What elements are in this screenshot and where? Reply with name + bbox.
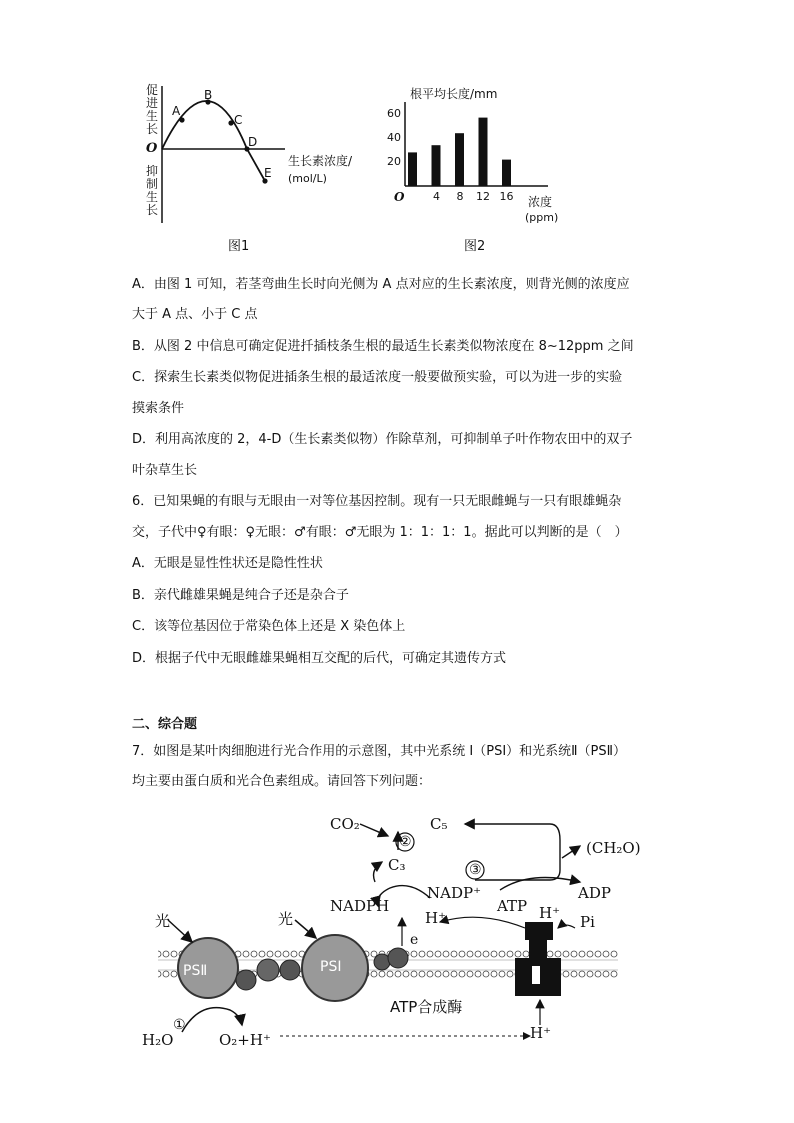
- fig2-bar-4: [432, 145, 441, 186]
- fig3-c5: C₅: [430, 815, 448, 833]
- section-title: 二、综合题: [132, 717, 198, 732]
- fig3-atp-synthase-label: ATP合成酶: [390, 998, 463, 1016]
- light-arrow-2: [295, 920, 316, 938]
- fig2-x-tick-8: 8: [456, 190, 464, 203]
- q5-option-b: B．从图 2 中信息可确定促进扦插枝条生根的最适生长素类似物浓度在 8~12ppm 之间: [132, 339, 634, 354]
- light-arrow-1: [168, 920, 192, 942]
- fig1-y-up-label: 促进生长: [145, 83, 158, 136]
- fig1-point-b-label: B: [204, 88, 213, 102]
- fig1-y-down-label: 抑制生长: [145, 164, 158, 217]
- fig2-y-axis-title: 根平均长度/mm: [410, 87, 498, 101]
- q7-stem-line2: 均主要由蛋白质和光合色素组成。请回答下列问题：: [132, 774, 432, 789]
- q6-option-c: C．该等位基因位于常染色体上还是 X 染色体上: [132, 619, 406, 634]
- water-split-arrow: [182, 1008, 242, 1032]
- fig2-y-tick-20: 20: [387, 155, 401, 168]
- fig3-circle-1: ①: [173, 1017, 186, 1033]
- q6-stem-line2: 交，子代中♀有眼：♀无眼：♂有眼：♂无眼为 1：1：1：1。据此可以判断的是（ ）: [132, 525, 628, 540]
- fig1-caption: 图1: [228, 239, 250, 254]
- fig2-x-tick-4: 4: [433, 190, 440, 203]
- fig3-light-1: 光: [155, 912, 171, 930]
- fig2-x-axis-title-1: 浓度: [528, 195, 553, 209]
- fig3-atp: ATP: [497, 897, 528, 915]
- fig2-y-tick-40: 40: [387, 131, 401, 144]
- fig3-circle-2: ②: [399, 834, 412, 850]
- fig3-adp: ADP: [578, 884, 611, 902]
- carrier-1: [236, 970, 256, 990]
- carrier-5: [388, 948, 408, 968]
- fig3-electron: e: [410, 932, 419, 948]
- fig1-point-e-label: E: [264, 166, 272, 180]
- fig2-bar-0: [408, 152, 417, 186]
- fig2-y-tick-60: 60: [387, 107, 401, 120]
- q5-option-c-line2: 摸索条件: [132, 401, 185, 416]
- fig2-x-tick-16: 16: [499, 190, 514, 203]
- fig1-point-a-label: A: [172, 104, 181, 118]
- q5-option-d-line2: 叶杂草生长: [132, 463, 198, 478]
- fig3-h2o: H₂O: [142, 1031, 174, 1049]
- fig3-graphics: [130, 810, 650, 1060]
- point-c: [228, 120, 233, 125]
- fig1-point-d-label: D: [248, 135, 258, 149]
- fig3-c3: C₃: [388, 856, 406, 874]
- fig2-caption: 图2: [464, 239, 486, 254]
- q6-option-d: D．根据子代中无眼雌雄果蝇相互交配的后代，可确定其遗传方式: [132, 651, 507, 666]
- fig3-h-plus-mid: H⁺: [425, 909, 446, 927]
- q6-option-b: B．亲代雌雄果蝇是纯合子还是杂合子: [132, 588, 349, 603]
- fig3-psii-label: PSⅡ: [183, 963, 208, 979]
- fig2-x-axis-title-2: (ppm): [525, 211, 559, 224]
- fig3-pi: Pi: [580, 913, 595, 931]
- fig1-origin-label: O: [146, 141, 158, 156]
- fig3-h-plus-top: H⁺: [539, 904, 560, 922]
- fig3-circle-3: ③: [469, 862, 482, 878]
- q6-option-a: A．无眼是显性性状还是隐性性状: [132, 556, 323, 571]
- atp-synthase-shape: [515, 922, 561, 996]
- fig1-point-c-label: C: [234, 113, 243, 127]
- fig3-h-plus-bottom: H⁺: [530, 1024, 551, 1042]
- ch2o-arrow: [562, 846, 580, 858]
- carrier-3: [280, 960, 300, 980]
- fig1-x-label-1: 生长素浓度/: [288, 154, 353, 168]
- fig1-x-label-2: (mol/L): [288, 172, 327, 185]
- q5-option-a-line2: 大于 A 点、小于 C 点: [132, 307, 258, 322]
- fig3-o2-h: O₂+H⁺: [219, 1031, 271, 1049]
- fig2-origin: O: [394, 190, 405, 204]
- fig2-bar-8: [455, 133, 464, 186]
- fig2-chart: [390, 100, 565, 200]
- calvin-cycle-path: [475, 824, 560, 880]
- fig3-ch2o: (CH₂O): [586, 839, 641, 857]
- co2-arrow: [360, 824, 388, 836]
- fig3-co2: CO₂: [330, 815, 360, 833]
- fig2-bar-16: [502, 160, 511, 186]
- q6-stem-line1: 6．已知果蝇的有眼与无眼由一对等位基因控制。现有一只无眼雌蝇与一只有眼雄蝇杂: [132, 494, 622, 509]
- q5-option-d-line1: D．利用高浓度的 2，4-D（生长素类似物）作除草剂，可抑制单子叶作物农田中的双子: [132, 432, 633, 447]
- fig2-bar-12: [479, 118, 488, 186]
- fig3-psi-label: PSⅠ: [320, 959, 342, 975]
- carrier-4: [374, 954, 390, 970]
- fig3-light-2: 光: [278, 910, 294, 928]
- q7-stem-line1: 7．如图是某叶肉细胞进行光合作用的示意图，其中光系统 I（PSI）和光系统Ⅱ（PSⅡ）: [132, 744, 627, 759]
- fig2-x-tick-12: 12: [476, 190, 490, 203]
- fig3-nadp: NADP⁺: [427, 884, 481, 902]
- fig3-nadph: NADPH: [330, 897, 390, 915]
- carrier-2: [257, 959, 279, 981]
- fig1-curve: [150, 78, 310, 228]
- q5-option-a-line1: A．由图 1 可知，若茎弯曲生长时向光侧为 A 点对应的生长素浓度，则背光侧的浓度应: [132, 277, 630, 292]
- q5-option-c-line1: C．探索生长素类似物促进插条生根的最适浓度一般要做预实验，可以为进一步的实验: [132, 370, 623, 385]
